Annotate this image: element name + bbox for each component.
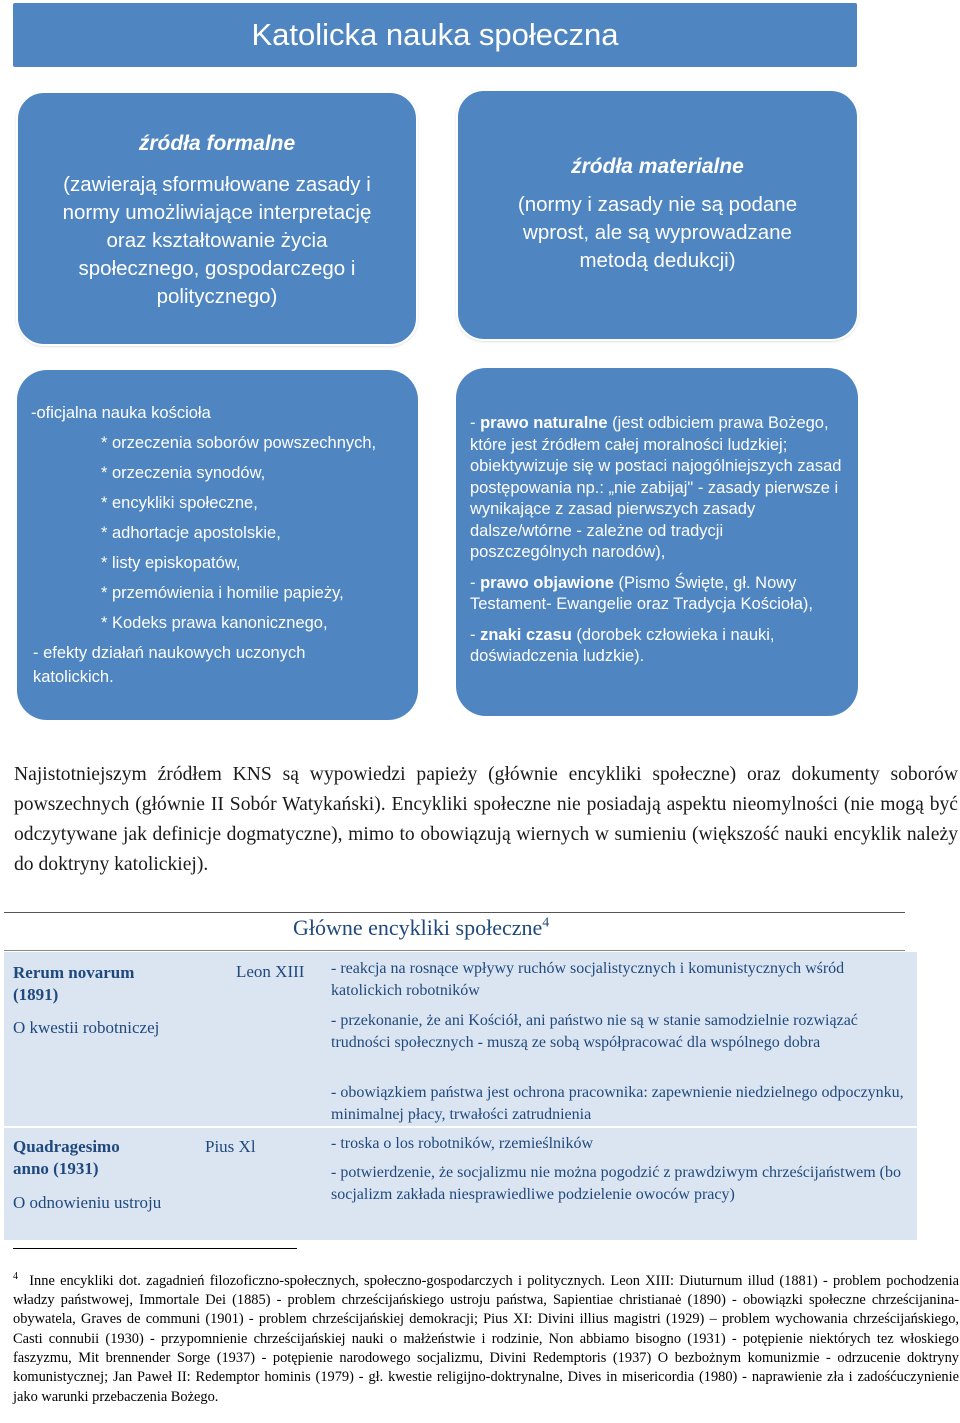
encyclical-point: - reakcja na rosnące wpływy ruchów socjalistycznych i komunistycznych wśród katolickich robotników — [331, 960, 845, 999]
formal-list-item: * encykliki społeczne, — [101, 494, 258, 512]
formal-list-item: katolickich. — [33, 668, 114, 686]
material-desc-line: (normy i zasady nie są podane — [517, 193, 798, 216]
table-white-band — [4, 1126, 917, 1128]
formal-list-item: * Kodeks prawa kanonicznego, — [101, 614, 328, 632]
material-sources-list-box — [456, 368, 858, 716]
footnote-separator — [13, 1248, 297, 1249]
table-title-rule — [4, 950, 905, 951]
formal-list-item: * orzeczenia soborów powszechnych, — [101, 434, 377, 452]
encyclical-pope: Pius Xl — [205, 1137, 256, 1156]
formal-sources-title: źródła formalne — [138, 132, 296, 155]
encyclical-title: Rerum novarum (1891) — [13, 963, 135, 1004]
material-list-item: - prawo objawione (Pismo Święte, gł. Nowy Testament- Ewangelie oraz Tradycja Kościoła), — [470, 573, 813, 613]
footnote-text: Inne encykliki dot. zagadnień filozoficzno-społecznych, społeczno-gospodarczych i politycznych. Leon XIII: Diuturnum illud (1881) - problem pochodzenia władzy państwowej, Immortale Dei (1885) - problem chrześcijańskiego ustroju państwa, Sapientiae christianaė (1890) - obowiązki społeczne chrześcijanina-obywatela, Graves de communi (1901) - problem chrześcijańskiej demokracji; Pius XI: Divini illius magistri (1929) – problem wychowania chrześcijańskiego, Casti connubii (1930) - przypomnienie chrześcijańskiej nauki o małżeństwie i rodzinie, Non abbiamo bisogno (1931) - potępienie niektórych tez włoskiego faszyzmu, Mit brennender Sorge (1937) - potępienie narodowego socjalizmu, Divini Redemptoris (1937) O bezbożnym komunizmie - odrzucenie doktryny komunistycznej; Jan Paweł II: Redemptor hominis (1979) - gł. kwestie religijno-doktrynalne, Dives in misericordia (1980) - naprawienie zła i zadośćuczynienie jako warunki przebaczenia Bożego. — [13, 1272, 959, 1405]
formal-list-item: * przemówienia i homilie papieży, — [101, 584, 344, 602]
formal-list-item: -oficjalna nauka kościoła — [31, 404, 211, 422]
encyclical-title: Quadragesimo anno (1931) — [13, 1137, 120, 1178]
encyclical-point: - obowiązkiem państwa jest ochrona pracownika: zapewnienie niedzielnego odpoczynku, minimalnej płacy, trwałości zatrudnienia — [331, 1084, 904, 1123]
formal-list-item: * adhortacje apostolskie, — [101, 524, 281, 542]
material-sources-title: źródła materialne — [571, 155, 744, 178]
summary-paragraph: Najistotniejszym źródłem KNS są wypowiedzi papieży (głównie encykliki społeczne) oraz dokumenty soborów powszechnych (głównie II Sobór Watykański). Encykliki społeczne nie posiadają aspektu nieomylności (nie mogą być odczytywane jak definicje dogmatyczne), mimo to obowiązują wiernych w sumieniu (większość nauki encyklik należy do doktryny katolickiej). — [14, 764, 958, 875]
formal-desc-line: normy umożliwiające interpretację — [62, 201, 372, 224]
encyclical-point: - przekonanie, że ani Kościół, ani państwo nie są w stanie samodzielnie rozwiązać trudności społecznych - muszą ze sobą współpracować dla wspólnego dobra — [331, 1012, 858, 1051]
material-list-item: - prawo naturalne (jest odbiciem prawa Bożego, które jest źródłem całej moralności ludzkiej; obiektywizuje się w postaci najogólniejszych zasad postępowania np.: „nie zabijaj" - zasady pierwsze i wynikające z zasad pierwszych zasady dalsze/wtórne - zależne od tradycji poszczególnych narodów), — [470, 414, 842, 561]
encyclical-point: - potwierdzenie, że socjalizmu nie można pogodzić z prawdziwym chrześcijaństwem (bo socjalizm zakłada niesprawiedliwe podzielenie owoców pracy) — [331, 1164, 901, 1203]
footnote-mark: 4 — [13, 1271, 18, 1282]
encyclical-subtitle: O odnowieniu ustroju — [13, 1193, 162, 1212]
formal-desc-line: politycznego) — [156, 285, 278, 308]
material-desc-line: wprost, ale są wyprowadzane — [523, 221, 792, 244]
table-top-rule — [4, 912, 905, 913]
encyclical-point: - troska o los robotników, rzemieślników — [331, 1135, 594, 1152]
encyclical-subtitle: O kwestii robotniczej — [13, 1018, 160, 1037]
formal-list-item: * listy episkopatów, — [101, 554, 241, 572]
page-title: Katolicka nauka społeczna — [13, 3, 857, 67]
material-list-item: - znaki czasu (dorobek człowieka i nauki, doświadczenia ludzkie). — [470, 625, 775, 665]
formal-list-item: - efekty działań naukowych uczonych — [33, 644, 306, 662]
material-desc-line: metodą dedukcji) — [579, 249, 736, 272]
footnote-ref: 4 — [542, 915, 550, 931]
footnote — [13, 1267, 959, 1407]
formal-sources-list-box — [17, 370, 418, 720]
formal-desc-line: (zawierają sformułowane zasady i — [63, 173, 371, 196]
formal-desc-line: społecznego, gospodarczego i — [78, 257, 356, 280]
material-sources-box — [456, 89, 859, 341]
formal-desc-line: oraz kształtowanie życia — [106, 229, 328, 252]
formal-list-item: * orzeczenia synodów, — [101, 464, 266, 482]
table-title: Główne encykliki społeczne$^4$ — [293, 915, 550, 940]
encyclical-pope: Leon XIII — [236, 962, 305, 981]
formal-sources-box — [16, 91, 418, 346]
